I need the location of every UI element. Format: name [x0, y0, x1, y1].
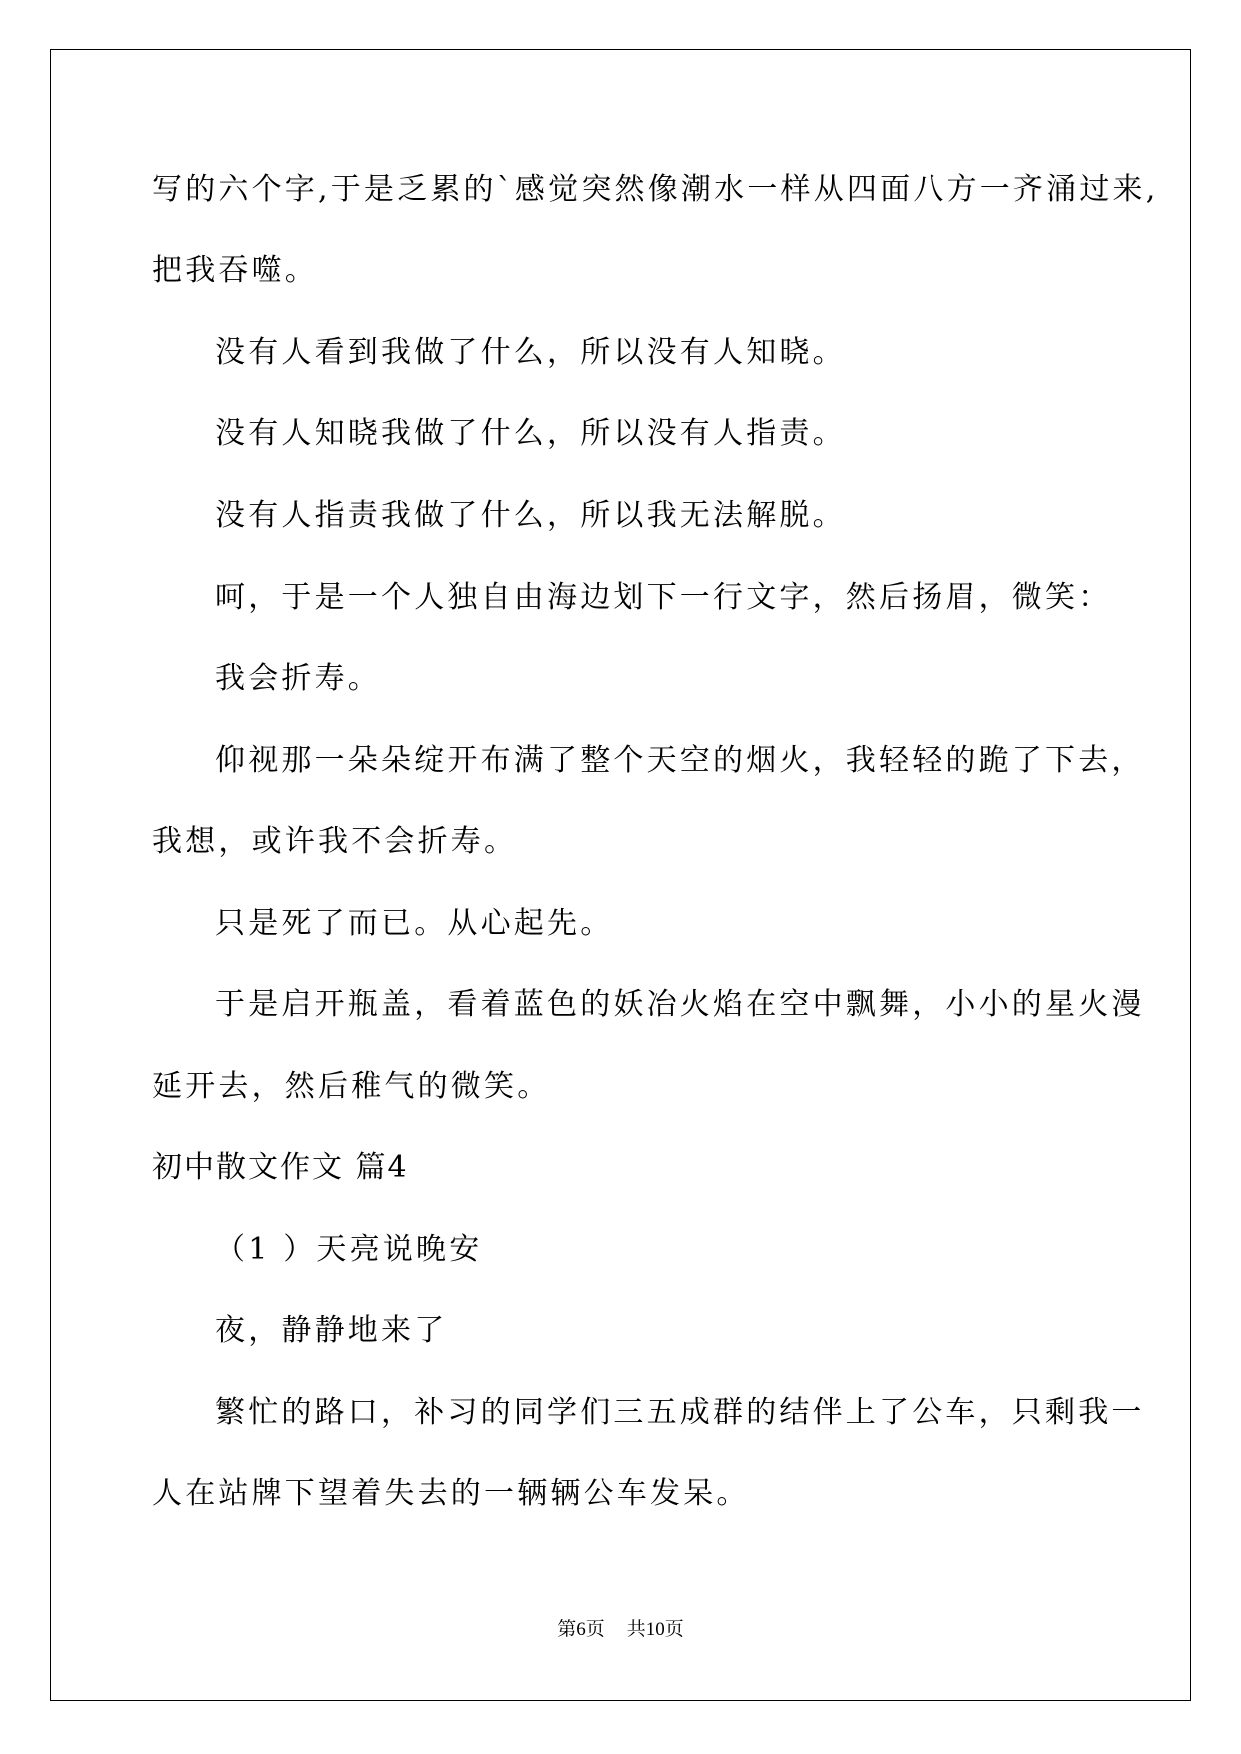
page-number: 第6页 [557, 1619, 605, 1640]
paragraph-line: （1 ）天亮说晚安 [215, 1232, 483, 1267]
paragraph-line: 没有人看到我做了什么，所以没有人知晓。 [215, 335, 846, 370]
paragraph-line: 延开去，然后稚气的微笑。 [152, 1069, 551, 1104]
paragraph-line: 只是死了而已。从心起先。 [215, 906, 614, 941]
paragraph-line: 仰视那一朵朵绽开布满了整个天空的烟火，我轻轻的跪了下去， [215, 743, 1145, 778]
page-border [50, 49, 1191, 1701]
paragraph-line: 没有人知晓我做了什么，所以没有人指责。 [215, 416, 846, 451]
paragraph-line: 人在站牌下望着失去的一辆辆公车发呆。 [152, 1476, 750, 1511]
paragraph-line: 夜，静静地来了 [215, 1313, 448, 1348]
paragraph-line: 写的六个字,于是乏累的`感觉突然像潮水一样从四面八方一齐涌过来, [152, 172, 1159, 207]
paragraph-line: 呵，于是一个人独自由海边划下一行文字，然后扬眉，微笑： [215, 580, 1112, 615]
paragraph-line: 没有人指责我做了什么，所以我无法解脱。 [215, 498, 846, 533]
paragraph-line: 把我吞噬。 [152, 253, 318, 288]
paragraph-line: 我会折寿。 [215, 661, 381, 696]
paragraph-line: 于是启开瓶盖，看着蓝色的妖冶火焰在空中飘舞，小小的星火漫 [215, 987, 1145, 1022]
page-total: 共10页 [626, 1619, 684, 1640]
paragraph-line: 繁忙的路口，补习的同学们三五成群的结伴上了公车，只剩我一 [215, 1395, 1145, 1430]
section-heading: 初中散文作文 篇4 [152, 1150, 409, 1185]
page-footer [0, 1614, 1241, 1641]
paragraph-line: 我想，或许我不会折寿。 [152, 824, 518, 859]
